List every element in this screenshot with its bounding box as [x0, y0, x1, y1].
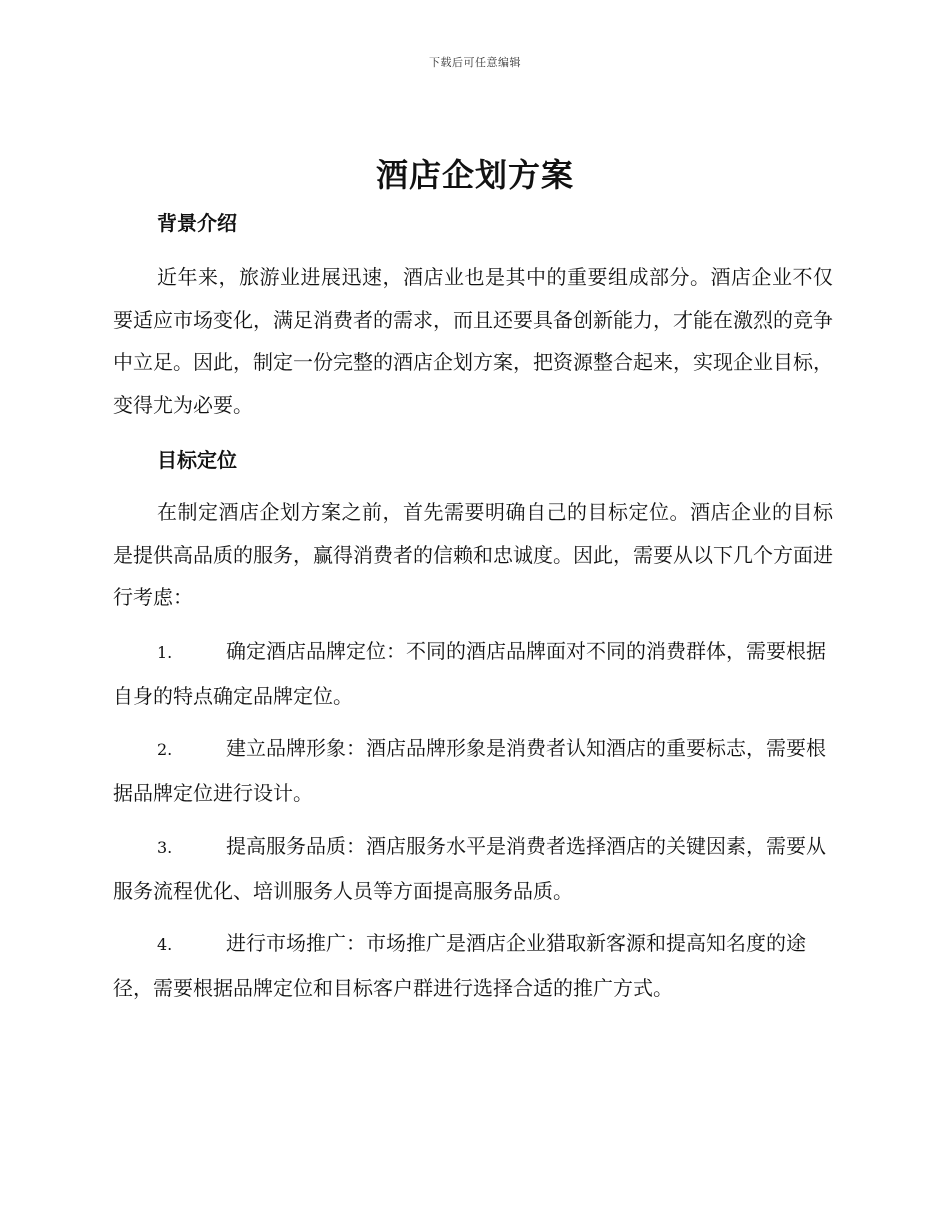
list-item-text: 进行市场推广：市场推广是酒店企业猎取新客源和提高知名度的途径，需要根据品牌定位和目标客户群进行选择合适的推广方式。 [113, 931, 806, 1000]
paragraph-goal: 在制定酒店企划方案之前，首先需要明确自己的目标定位。酒店企业的目标是提供高品质的服务，赢得消费者的信赖和忠诚度。因此，需要从以下几个方面进行考虑： [113, 500, 833, 609]
list-item-text: 提高服务品质：酒店服务水平是消费者选择酒店的关键因素，需要从服务流程优化、培训服务人员等方面提高服务品质。 [113, 834, 826, 903]
list-item-text: 确定酒店品牌定位：不同的酒店品牌面对不同的消费群体，需要根据自身的特点确定品牌定位。 [113, 639, 826, 708]
list-item-text: 建立品牌形象：酒店品牌形象是消费者认知酒店的重要标志，需要根据品牌定位进行设计。 [113, 736, 826, 805]
document-title: 酒店企划方案 [375, 156, 574, 194]
section-heading-goal: 目标定位 [157, 448, 237, 472]
list-number: 4. [157, 935, 173, 954]
list-item-1 [113, 630, 833, 717]
list-item-4 [113, 922, 833, 1009]
list-number: 1. [157, 643, 173, 662]
list-item-3 [113, 825, 833, 912]
header-note: 下载后可任意编辑 [429, 56, 521, 69]
list-item-2 [113, 727, 833, 814]
paragraph-background: 近年来，旅游业进展迅速，酒店业也是其中的重要组成部分。酒店企业不仅要适应市场变化，满足消费者的需求，而且还要具备创新能力，才能在激烈的竞争中立足。因此，制定一份完整的酒店企划方案，把资源整合起来，实现企业目标，变得尤为必要。 [113, 265, 833, 417]
list-number: 3. [157, 838, 173, 857]
list-number: 2. [157, 740, 173, 759]
section-heading-background: 背景介绍 [157, 211, 237, 235]
